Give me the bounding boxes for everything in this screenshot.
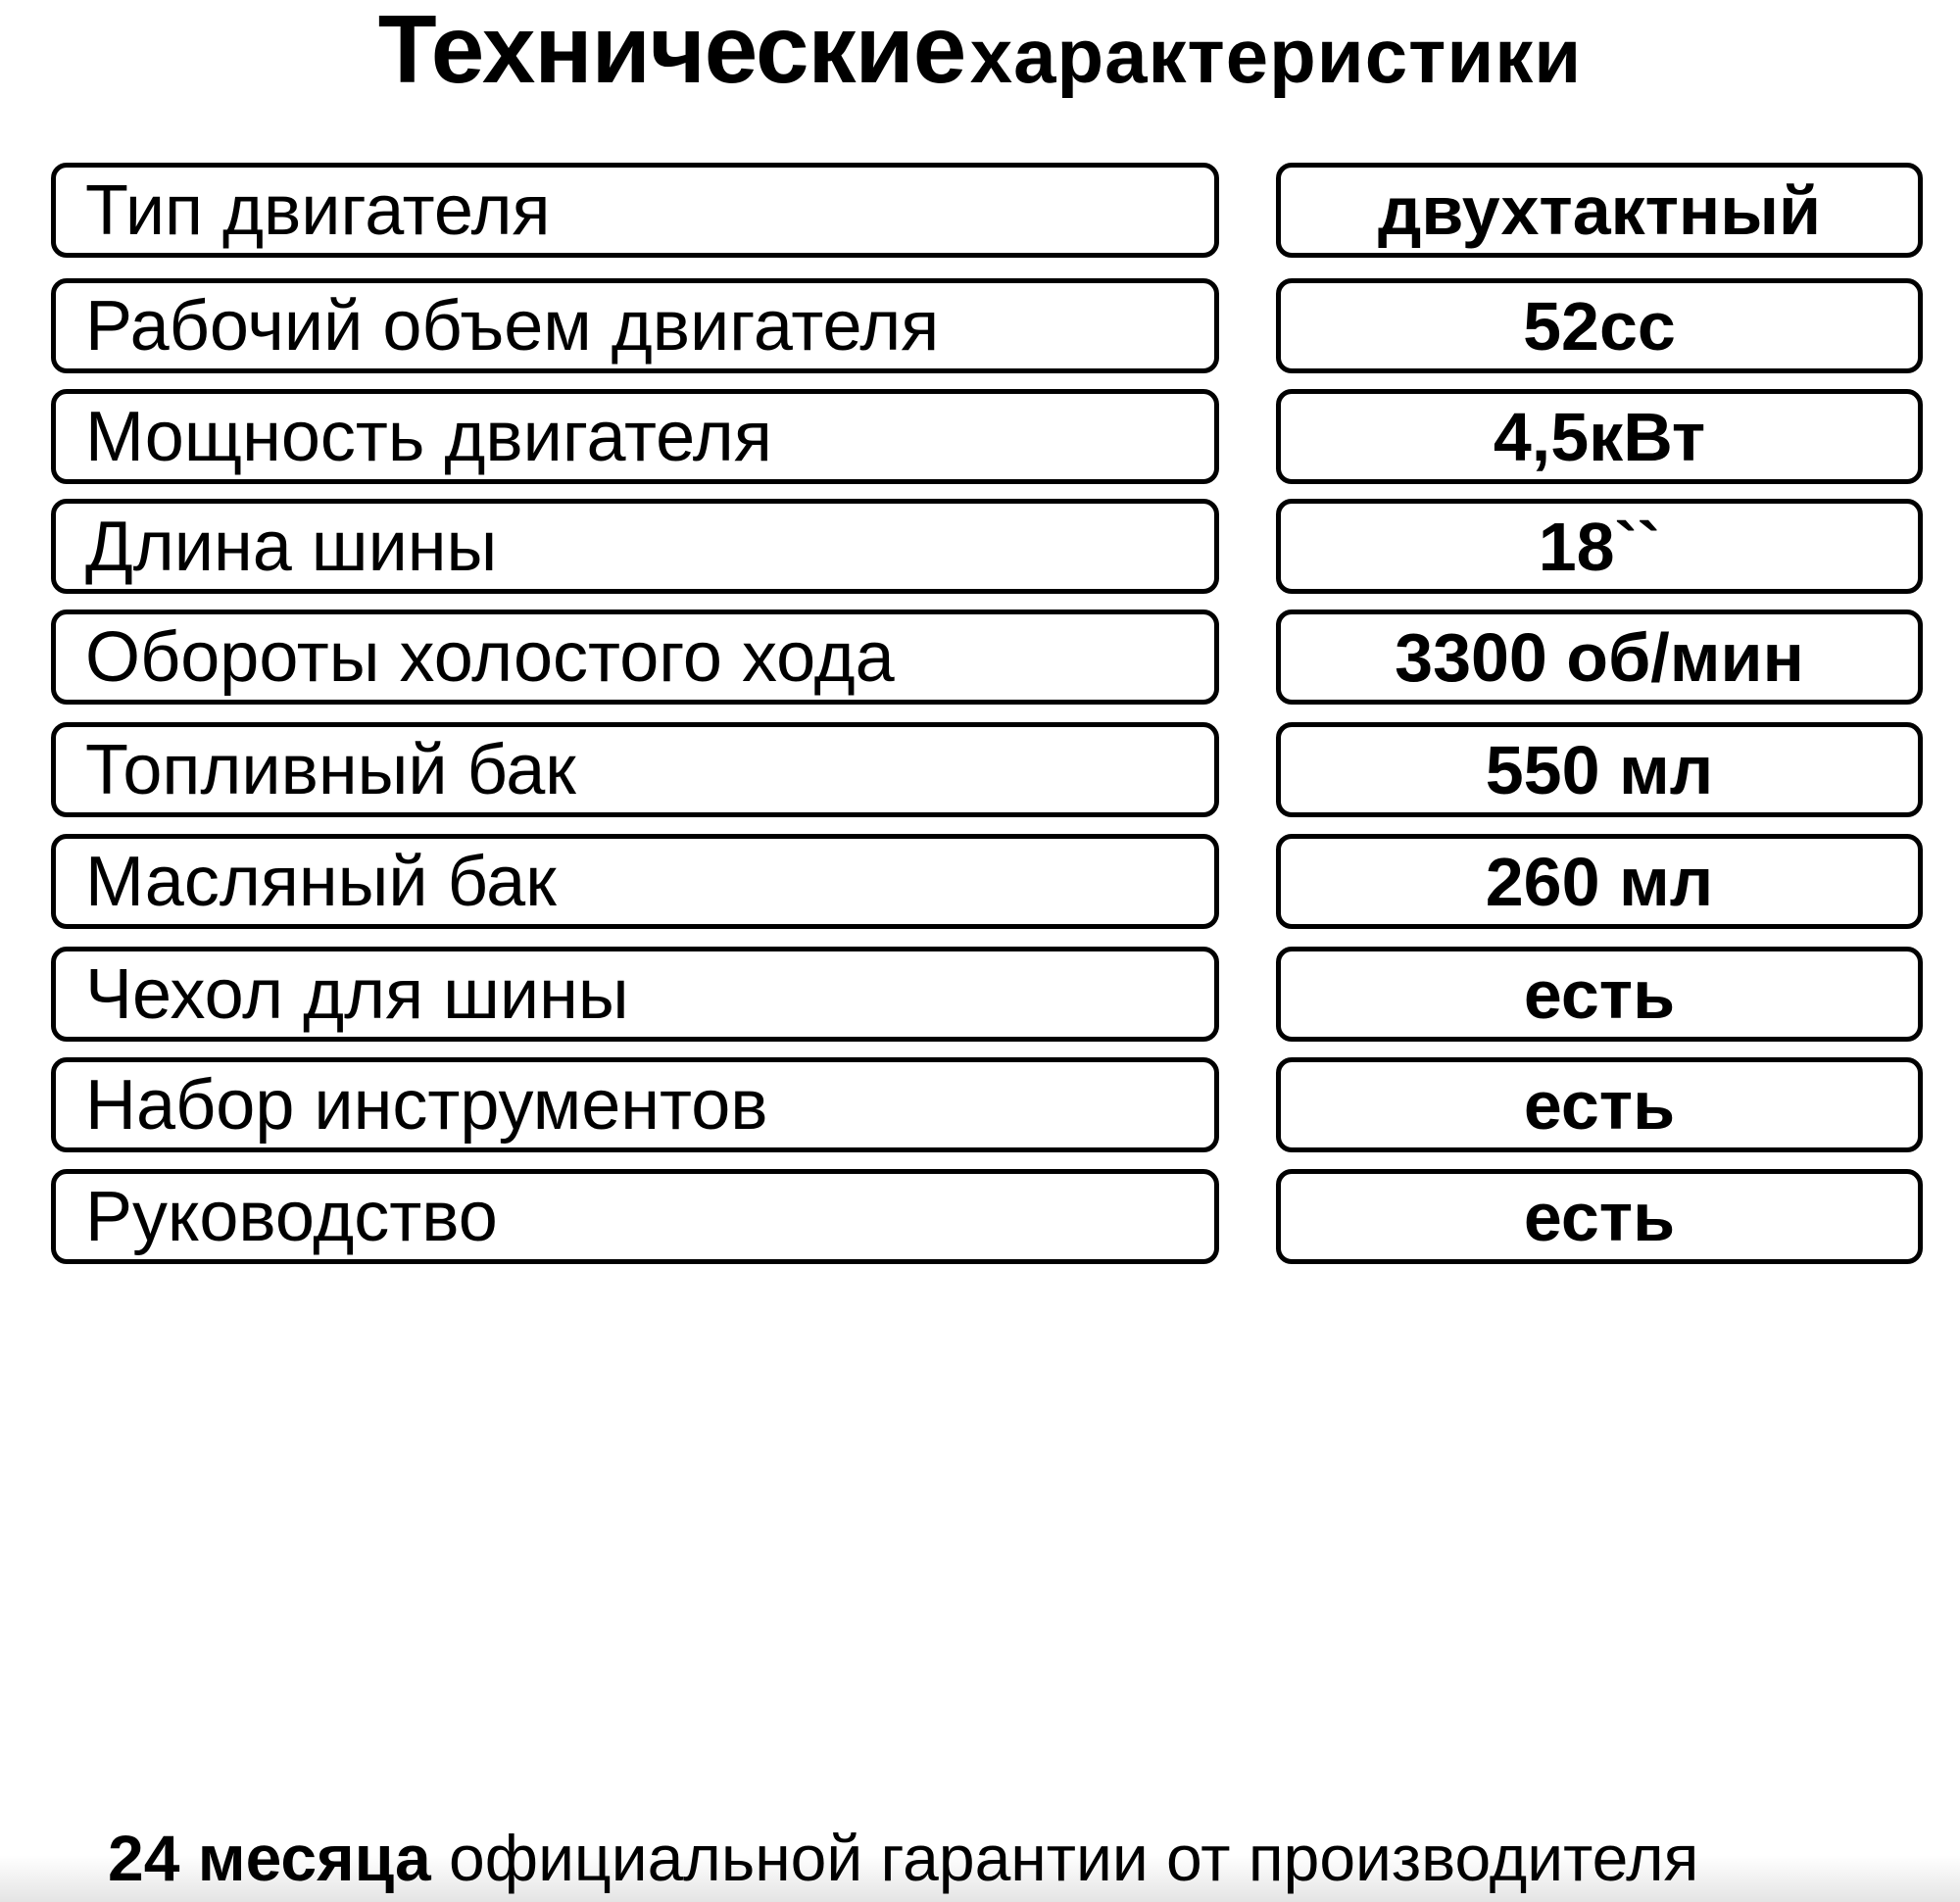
spec-label-manual: Руководство xyxy=(51,1169,1219,1264)
warranty-note xyxy=(108,1819,1698,1897)
spec-value-displacement: 52cc xyxy=(1276,278,1923,373)
spec-value-fuel-tank: 550 мл xyxy=(1276,722,1923,817)
spec-label-engine-type: Тип двигателя xyxy=(51,163,1219,258)
spec-label-bar-length: Длина шины xyxy=(51,499,1219,594)
spec-label-tool-kit: Набор инструментов xyxy=(51,1057,1219,1152)
warranty-period: 24 месяца xyxy=(108,1822,431,1894)
spec-value-engine-type: двухтактный xyxy=(1276,163,1923,258)
title-sub: характеристики xyxy=(969,13,1583,99)
spec-value-bar-length: 18`` xyxy=(1276,499,1923,594)
spec-value-tool-kit: есть xyxy=(1276,1057,1923,1152)
spec-label-displacement: Рабочий объем двигателя xyxy=(51,278,1219,373)
spec-value-bar-cover: есть xyxy=(1276,947,1923,1042)
warranty-text: официальной гарантии от производителя xyxy=(430,1822,1699,1894)
spec-value-oil-tank: 260 мл xyxy=(1276,834,1923,929)
spec-value-power: 4,5кВт xyxy=(1276,389,1923,484)
spec-value-manual: есть xyxy=(1276,1169,1923,1264)
title-main: Технические xyxy=(377,0,966,103)
spec-label-power: Мощность двигателя xyxy=(51,389,1219,484)
spec-label-idle-speed: Обороты холостого хода xyxy=(51,610,1219,705)
spec-value-idle-speed: 3300 об/мин xyxy=(1276,610,1923,705)
spec-label-fuel-tank: Топливный бак xyxy=(51,722,1219,817)
spec-label-bar-cover: Чехол для шины xyxy=(51,947,1219,1042)
spec-label-oil-tank: Масляный бак xyxy=(51,834,1219,929)
